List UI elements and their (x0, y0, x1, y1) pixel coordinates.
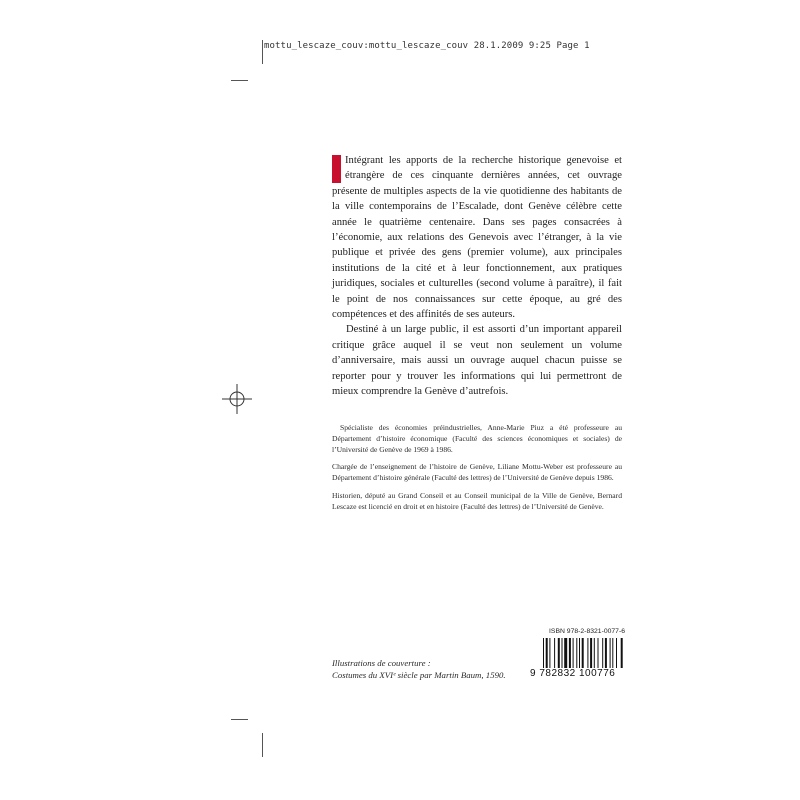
bio-anne-marie-piuz: Spécialiste des économies préindustrielles, Anne-Marie Piuz a été professeure au Département d’histoire économique (Faculté des sciences économiques et sociales) de l’Université de Genève de 1969 à 1986. (332, 423, 622, 454)
barcode-digits: 9 782832 100776 (530, 668, 616, 679)
cover-illustration-credits (332, 657, 552, 681)
barcode-graphic (543, 638, 625, 672)
credits-line-2: Costumes du XVIᵉ siècle par Martin Baum, 1590. (332, 670, 506, 680)
crop-mark-top-vertical (262, 40, 263, 64)
print-slug: mottu_lescaze_couv:mottu_lescaze_couv 28.1.2009 9:25 Page 1 (264, 41, 590, 51)
crop-mark-bottom-vertical (262, 733, 263, 757)
isbn-label: ISBN 978-2-8321-0077-6 (549, 628, 625, 635)
credits-line-1: Illustrations de couverture : (332, 658, 431, 668)
blurb-paragraph-1: Intégrant les apports de la recherche historique genevoise et étrangère de ces cinquante dernières années, cet ouvrage présente de multiples aspects de la vie quotidienne des habitants de la ville contemporains de l’Escalade, dont Genève célèbre cette année le quatrième centenaire. Dans ses pages consacrées à l’économie, aux relations des Genevois avec l’étranger, à la vie publique et privée des gens (premier volume), aux principales institutions de la cité et à leur fonctionnement, aux pratiques juridiques, sociales et culturelles (second volume à paraître), il fait le point de nos connaissances sur cette époque, au gré des compétences et des affinités de ses auteurs. (332, 155, 622, 321)
back-cover-blurb (332, 153, 622, 400)
bio-liliane-mottu-weber: Chargée de l’enseignement de l’histoire de Genève, Liliane Mottu-Weber est professeure au Département d’histoire générale (Faculté des lettres) de l’Université de Genève depuis 1986. (332, 462, 622, 483)
registration-mark-icon (222, 384, 252, 414)
crop-mark-top-horizontal (231, 80, 248, 81)
author-bios (332, 423, 622, 520)
isbn-barcode-block (530, 628, 625, 680)
bio-bernard-lescaze: Historien, député au Grand Conseil et au Conseil municipal de la Ville de Genève, Bernard Lescaze est licencié en droit et en histoire (Faculté des lettres) de l’Université de Genève. (332, 490, 622, 511)
red-initial-mark (332, 155, 341, 183)
blurb-paragraph-2: Destiné à un large public, il est assorti d’un important appareil critique grâce auquel il se veut non seulement un volume d’anniversaire, mais aussi un ouvrage auquel chacun puisse se reporter pour y trouver les informations qui lui permettront de mieux comprendre la Genève d’autrefois. (332, 324, 622, 398)
crop-mark-bottom-horizontal (231, 719, 248, 720)
